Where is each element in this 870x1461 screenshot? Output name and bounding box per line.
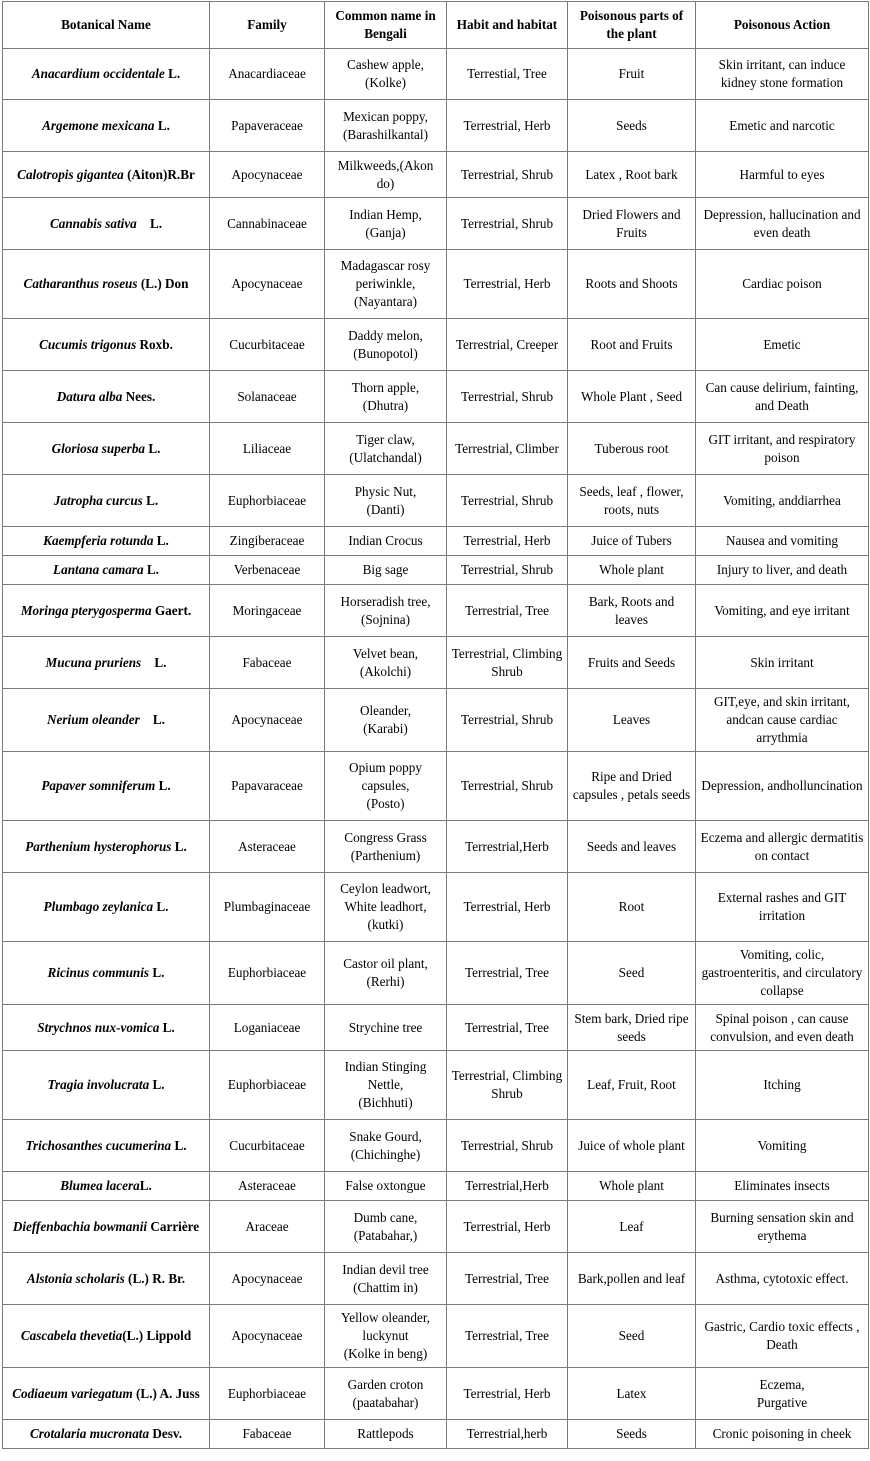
poisonous-action-cell: Asthma, cytotoxic effect. [696,1253,869,1305]
header-habit: Habit and habitat [447,2,568,49]
habit-cell: Terrestrial, Climber [447,423,568,475]
common-name-line: (Kolke in beng) [343,1346,428,1361]
family-cell: Euphorbiaceae [210,1368,325,1420]
common-name-cell [325,1172,447,1201]
common-name-line: Yellow oleander, luckynut [341,1310,430,1343]
poisonous-parts-cell: Root and Fruits [568,319,696,371]
species-author: (L.) Don [137,276,189,291]
poisonous-parts-cell: Dried Flowers and Fruits [568,198,696,250]
botanical-name-cell [3,1120,210,1172]
habit-cell: Terrestrial, Shrub [447,1120,568,1172]
species-name: Ricinus communis [47,965,150,980]
header-botanical-name: Botanical Name [3,2,210,49]
common-name-cell [325,100,447,152]
common-name-line: Rattlepods [357,1426,414,1441]
species-author: Gaert. [151,602,192,618]
poisonous-parts-cell: Seed [568,1305,696,1368]
habit-cell: Terrestrial, Tree [447,1005,568,1051]
habit-cell: Terrestrial, Herb [447,527,568,556]
poisonous-action-cell: Eczema and allergic dermatitis on contact [696,821,869,873]
family-cell: Apocynaceae [210,250,325,319]
poisonous-action-cell: Depression, hallucination and even death [696,198,869,250]
common-name-line: (Ganja) [365,224,406,240]
poisonous-action-cell: Vomiting [696,1120,869,1172]
table-row [3,1051,869,1120]
botanical-name-cell [3,873,210,942]
poisonous-parts-cell: Stem bark, Dried ripe seeds [568,1005,696,1051]
species-name: Blumea lacera [60,1178,140,1193]
common-name-cell [325,873,447,942]
habit-cell: Terrestrial, Shrub [447,198,568,250]
poisonous-parts-cell: Juice of Tubers [568,527,696,556]
family-cell: Fabaceae [210,1420,325,1449]
family-cell: Euphorbiaceae [210,475,325,527]
common-name-line: (Dhutra) [362,397,409,413]
poisonous-action-cell: Skin irritant, can induce kidney stone formation [696,49,869,100]
common-name-line: (Danti) [366,501,405,517]
common-name-cell [325,556,447,585]
common-name-line: Indian devil tree [342,1261,429,1277]
common-name-line: Castor oil plant, [343,956,428,971]
habit-cell: Terrestrial, Tree [447,585,568,637]
family-cell: Papavaraceae [210,752,325,821]
species-name: Codiaeum variegatum [12,1385,133,1401]
species-author: L. [159,1019,175,1035]
common-name-line: Opium poppy capsules, [349,760,422,793]
poisonous-parts-cell: Fruits and Seeds [568,637,696,689]
species-name: Mucuna pruriens [45,654,142,670]
family-cell: Liliaceae [210,423,325,475]
species-author: L. [171,838,187,854]
species-author: Carrière [147,1218,200,1234]
common-name-cell [325,1253,447,1305]
species-name: Plumbago zeylanica [43,899,154,914]
habit-cell: Terrestrial, Herb [447,100,568,152]
table-row [3,1120,869,1172]
common-name-cell [325,637,447,689]
family-cell: Apocynaceae [210,152,325,198]
common-name-line: Indian Stinging Nettle, [344,1059,427,1092]
table-row [3,637,869,689]
poisonous-parts-cell: Latex [568,1368,696,1420]
poisonous-action-cell: Cardiac poison [696,250,869,319]
family-cell: Cucurbitaceae [210,319,325,371]
common-name-cell [325,475,447,527]
habit-cell: Terrestrial, Shrub [447,752,568,821]
common-name-cell [325,689,447,752]
species-author: L. [153,533,169,548]
common-name-line: Indian Hemp, [349,206,422,222]
species-name: Calotropis gigantea [17,166,124,182]
species-author: L. [145,440,161,456]
botanical-name-cell [3,821,210,873]
common-name-line: (Posto) [366,796,405,811]
botanical-name-cell [3,100,210,152]
family-cell: Asteraceae [210,821,325,873]
common-name-line: Big sage [362,562,409,577]
habit-cell: Terrestrial, Tree [447,1305,568,1368]
table-row [3,475,869,527]
poisonous-action-cell: Vomiting, and eye irritant [696,585,869,637]
common-name-line: Dumb cane, [353,1209,418,1225]
botanical-name-cell [3,1420,210,1449]
common-name-line: Garden croton [347,1376,424,1392]
habit-cell: Terrestrial, Herb [447,250,568,319]
species-author: (Aiton)R.Br [123,166,195,182]
botanical-name-cell [3,527,210,556]
poisonous-parts-cell: Juice of whole plant [568,1120,696,1172]
family-cell: Zingiberaceae [210,527,325,556]
common-name-cell [325,1368,447,1420]
poisonous-action-cell: Emetic and narcotic [696,100,869,152]
poisonous-parts-cell: Ripe and Dried capsules , petals seeds [568,752,696,821]
botanical-name-cell [3,319,210,371]
species-name: Crotalaria mucronata [29,1426,150,1441]
poisonous-parts-cell: Root [568,873,696,942]
poisonous-parts-cell: Bark,pollen and leaf [568,1253,696,1305]
habit-cell: Terrestrial, Tree [447,1253,568,1305]
species-author: L. [155,778,171,793]
family-cell: Fabaceae [210,637,325,689]
table-row [3,1005,869,1051]
habit-cell: Terrestrial, Shrub [447,475,568,527]
botanical-name-cell [3,752,210,821]
common-name-line: Milkweeds,(Akon do) [337,157,434,191]
botanical-name-cell [3,637,210,689]
habit-cell: Terrestrial, Shrub [447,689,568,752]
poisonous-parts-cell: Seed [568,942,696,1005]
table-row [3,752,869,821]
common-name-line: (Sojnina) [360,611,411,627]
botanical-name-cell [3,152,210,198]
species-name: Parthenium hysterophorus [25,838,172,854]
poisonous-action-cell: External rashes and GIT irritation [696,873,869,942]
common-name-cell [325,585,447,637]
species-name: Datura alba [56,388,123,404]
table-row [3,1172,869,1201]
botanical-name-cell [3,1005,210,1051]
family-cell: Anacardiaceae [210,49,325,100]
poisonous-parts-cell: Roots and Shoots [568,250,696,319]
poisonous-action-cell: Eliminates insects [696,1172,869,1201]
table-row [3,873,869,942]
species-name: Cucumis trigonus [39,336,137,352]
poisonous-action-cell: Harmful to eyes [696,152,869,198]
table-row [3,821,869,873]
species-name: Argemone mexicana [42,117,155,133]
poisonous-parts-cell: Fruit [568,49,696,100]
poisonous-action-cell: Cronic poisoning in cheek [696,1420,869,1449]
species-name: Trichosanthes cucumerina [25,1137,172,1153]
botanical-name-cell [3,1051,210,1120]
family-cell: Apocynaceae [210,1253,325,1305]
botanical-name-cell [3,371,210,423]
botanical-name-cell [3,423,210,475]
common-name-cell [325,1051,447,1120]
species-author: L. [164,66,181,81]
poisonous-parts-cell: Seeds [568,1420,696,1449]
header-poisonous-parts: Poisonous parts of the plant [568,2,696,49]
table-row [3,689,869,752]
habit-cell: Terrestrial, Shrub [447,371,568,423]
common-name-line: (Chattim in) [353,1279,418,1295]
poisonous-action-cell: Injury to liver, and death [696,556,869,585]
table-row [3,319,869,371]
family-cell: Apocynaceae [210,689,325,752]
poisonous-action-cell: Skin irritant [696,637,869,689]
species-author: L. [136,215,163,231]
species-name: Tragia involucrata [47,1077,150,1092]
poisonous-plants-table [2,1,869,1449]
species-name: Dieffenbachia bowmanii [12,1218,148,1234]
common-name-cell [325,1305,447,1368]
poisonous-parts-cell: Seeds, leaf , flower, roots, nuts [568,475,696,527]
table-row [3,152,869,198]
poisonous-parts-cell: Bark, Roots and leaves [568,585,696,637]
species-author: Roxb. [136,336,173,352]
table-row [3,49,869,100]
header-poisonous-action: Poisonous Action [696,2,869,49]
species-name: Catharanthus roseus [23,276,138,291]
species-name: Gloriosa superba [51,440,146,456]
common-name-cell [325,152,447,198]
species-name: Lantana camara [53,562,144,577]
botanical-name-cell [3,198,210,250]
table-row [3,198,869,250]
table-row [3,371,869,423]
species-author: L. [171,1137,187,1153]
poisonous-parts-cell: Whole Plant , Seed [568,371,696,423]
common-name-line: (Parthenium) [350,847,421,863]
common-name-line: (Chichinghe) [350,1146,421,1162]
botanical-name-cell [3,1305,210,1368]
species-author: L. [154,117,170,133]
habit-cell: Terrestrial, Shrub [447,556,568,585]
common-name-line: (Rerhi) [366,974,405,989]
species-author: L. [153,899,169,914]
poisonous-action-cell: GIT,eye, and skin irritant, andcan cause cardiac arrythmia [696,689,869,752]
common-name-line: Daddy melon, [348,327,423,343]
family-cell: Verbenaceae [210,556,325,585]
species-author: L. [142,492,159,508]
species-name: Anacardium occidentale [31,66,165,81]
family-cell: Solanaceae [210,371,325,423]
botanical-name-cell [3,1172,210,1201]
poisonous-action-cell: Depression, andholluncination [696,752,869,821]
species-author: (L.) R. Br. [124,1270,186,1286]
common-name-line: (Bunopotol) [353,345,418,361]
family-cell: Cucurbitaceae [210,1120,325,1172]
poisonous-parts-cell: Tuberous root [568,423,696,475]
common-name-line: Physic Nut, [354,483,417,499]
common-name-cell [325,1420,447,1449]
species-name: Kaempferia rotunda [43,533,154,548]
common-name-line: Madagascar rosy periwinkle, [340,258,431,291]
habit-cell: Terrestrial, Creeper [447,319,568,371]
botanical-name-cell [3,250,210,319]
common-name-cell [325,1120,447,1172]
poisonous-action-cell: Eczema, Purgative [696,1368,869,1420]
family-cell: Cannabinaceae [210,198,325,250]
table-row [3,1253,869,1305]
species-name: Jatropha curcus [53,492,143,508]
botanical-name-cell [3,475,210,527]
poisonous-action-cell: Vomiting, anddiarrhea [696,475,869,527]
habit-cell: Terrestrial, Herb [447,1368,568,1420]
botanical-name-cell [3,942,210,1005]
poisonous-action-cell: GIT irritant, and respiratory poison [696,423,869,475]
common-name-cell [325,942,447,1005]
common-name-line: (Akolchi) [359,663,412,679]
table-row [3,1201,869,1253]
poisonous-parts-cell: Seeds and leaves [568,821,696,873]
habit-cell: Terrestrial,Herb [447,821,568,873]
common-name-line: (Patabahar,) [353,1227,418,1243]
common-name-line: Congress Grass [344,829,427,845]
common-name-cell [325,423,447,475]
common-name-cell [325,1005,447,1051]
habit-cell: Terrestrial,Herb [447,1172,568,1201]
botanical-name-cell [3,1368,210,1420]
table-row [3,423,869,475]
common-name-cell [325,371,447,423]
table-row [3,1368,869,1420]
species-author: L. [149,1077,165,1092]
common-name-line: Velvet bean, [352,645,419,661]
poisonous-action-cell: Itching [696,1051,869,1120]
poisonous-parts-cell: Leaves [568,689,696,752]
species-name: Papaver somniferum [41,778,156,793]
poisonous-action-cell: Can cause delirium, fainting, and Death [696,371,869,423]
common-name-line: (Kolke) [364,75,406,90]
poisonous-action-cell: Spinal poison , can cause convulsion, and even death [696,1005,869,1051]
common-name-cell [325,527,447,556]
common-name-line: Tiger claw, [356,431,415,447]
species-author: L. [139,712,165,727]
common-name-cell [325,821,447,873]
common-name-line: (Karabi) [363,721,408,736]
habit-cell: Terrestrial, Tree [447,942,568,1005]
header-common-name: Common name in Bengali [325,2,447,49]
poisonous-action-cell: Nausea and vomiting [696,527,869,556]
botanical-name-cell [3,49,210,100]
common-name-cell [325,198,447,250]
common-name-cell [325,250,447,319]
botanical-name-cell [3,585,210,637]
common-name-line: (Ulatchandal) [349,449,422,465]
common-name-line: Snake Gourd, [349,1128,422,1144]
common-name-line: Oleander, [359,703,412,718]
table-row [3,556,869,585]
species-author: L. [139,1178,152,1193]
botanical-name-cell [3,556,210,585]
family-cell: Plumbaginaceae [210,873,325,942]
species-name: Cannabis sativa [49,215,137,231]
family-cell: Araceae [210,1201,325,1253]
species-author: L. [141,654,167,670]
poisonous-parts-cell: Leaf, Fruit, Root [568,1051,696,1120]
habit-cell: Terrestrial, Herb [447,1201,568,1253]
common-name-line: Thorn apple, [351,379,420,395]
family-cell: Loganiaceae [210,1005,325,1051]
botanical-name-cell [3,1253,210,1305]
species-name: Moringa pterygosperma [20,602,152,618]
poisonous-action-cell: Gastric, Cardio toxic effects , Death [696,1305,869,1368]
common-name-line: Ceylon leadwort, White leadhort, [340,881,431,914]
family-cell: Moringaceae [210,585,325,637]
species-author: Desv. [149,1426,183,1441]
table-row [3,100,869,152]
common-name-line: (kutki) [367,917,404,932]
habit-cell: Terrestrial, Herb [447,873,568,942]
table-row [3,1420,869,1449]
common-name-line: False oxtongue [345,1178,426,1193]
species-name: Cascabela thevetia [20,1328,123,1343]
table-row [3,585,869,637]
habit-cell: Terrestrial, Shrub [447,152,568,198]
botanical-name-cell [3,689,210,752]
poisonous-action-cell: Emetic [696,319,869,371]
common-name-line: (Barashilkantal) [343,126,428,142]
table-row [3,250,869,319]
table-row [3,1305,869,1368]
common-name-line: Cashew apple, [347,57,424,72]
species-author: (L.) Lippold [122,1328,192,1343]
common-name-line: Strychine tree [348,1019,423,1035]
species-author: Nees. [122,388,156,404]
species-author: L. [143,562,159,577]
header-family: Family [210,2,325,49]
table-row [3,942,869,1005]
botanical-name-cell [3,1201,210,1253]
species-name: Nerium oleander [47,712,140,727]
species-name: Strychnos nux-vomica [37,1019,160,1035]
habit-cell: Terrestrial, Climbing Shrub [447,637,568,689]
header-row [3,2,869,49]
species-name: Alstonia scholaris [26,1270,125,1286]
common-name-cell [325,752,447,821]
species-author: L. [149,965,165,980]
poisonous-parts-cell: Whole plant [568,556,696,585]
common-name-cell [325,49,447,100]
common-name-line: Horseradish tree, [340,593,431,609]
poisonous-parts-cell: Seeds [568,100,696,152]
family-cell: Papaveraceae [210,100,325,152]
table-row [3,527,869,556]
common-name-line: Indian Crocus [348,533,423,548]
family-cell: Euphorbiaceae [210,942,325,1005]
family-cell: Euphorbiaceae [210,1051,325,1120]
common-name-line: Mexican poppy, [343,108,428,124]
family-cell: Apocynaceae [210,1305,325,1368]
common-name-cell [325,1201,447,1253]
common-name-cell [325,319,447,371]
poisonous-action-cell: Burning sensation skin and erythema [696,1201,869,1253]
habit-cell: Terrestrial,herb [447,1420,568,1449]
family-cell: Asteraceae [210,1172,325,1201]
poisonous-parts-cell: Whole plant [568,1172,696,1201]
poisonous-parts-cell: Leaf [568,1201,696,1253]
common-name-line: (paatabahar) [352,1394,419,1410]
poisonous-parts-cell: Latex , Root bark [568,152,696,198]
common-name-line: (Nayantara) [354,294,417,309]
common-name-line: (Bichhuti) [358,1095,413,1110]
habit-cell: Terrestrial, Climbing Shrub [447,1051,568,1120]
habit-cell: Terrestial, Tree [447,49,568,100]
species-author: (L.) A. Juss [132,1385,200,1401]
poisonous-action-cell: Vomiting, colic, gastroenteritis, and circulatory collapse [696,942,869,1005]
